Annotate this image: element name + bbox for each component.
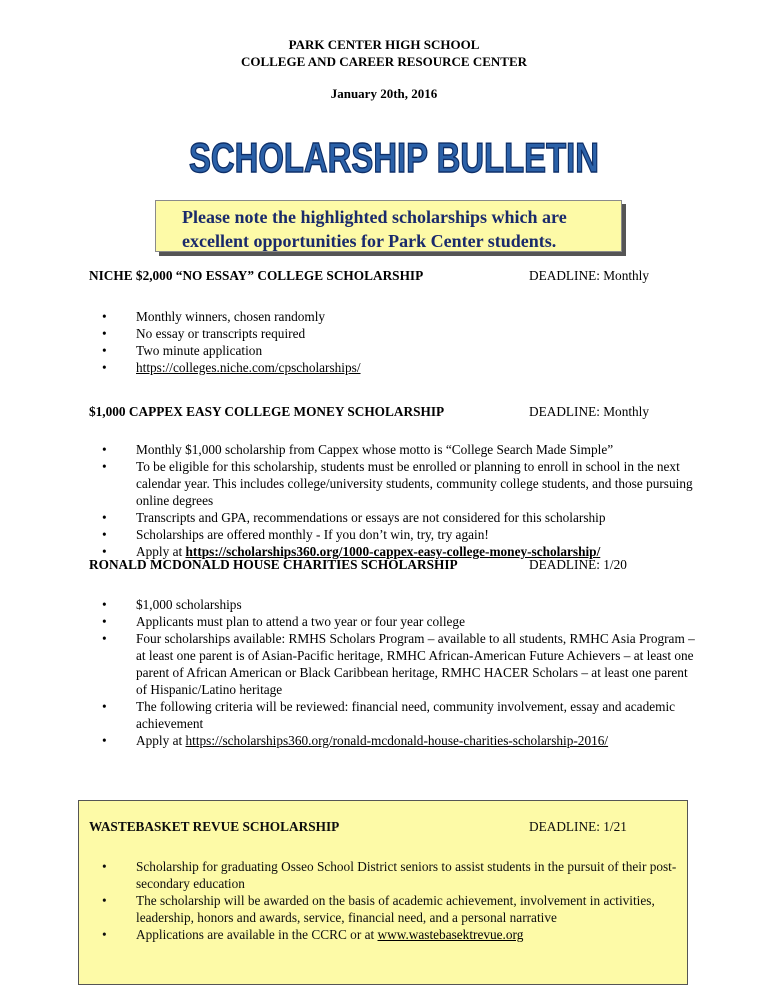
bulletin-title-wordart — [184, 114, 604, 188]
list-item: • Monthly $1,000 scholarship from Cappex whose motto is “College Search Made Simple” — [102, 442, 614, 457]
scholarship-deadline: DEADLINE: 1/20 — [529, 557, 627, 572]
list-item: • No essay or transcripts required — [102, 326, 306, 341]
notice-line-1: Please note the highlighted scholarships which are — [182, 207, 567, 227]
bullet-icon: • — [102, 343, 107, 358]
list-item: • Two minute application — [102, 343, 263, 358]
list-item: • Scholarship for graduating Osseo School District seniors to assist students in the pursuit of their post-secondary education — [102, 859, 677, 891]
scholarship-bullets — [89, 441, 699, 560]
scholarship-bullets — [89, 308, 699, 376]
bullet-icon: • — [102, 360, 107, 375]
bullet-icon: • — [102, 699, 107, 714]
niche-link[interactable]: https://colleges.niche.com/cpscholarships/ — [136, 360, 361, 375]
scholarship-bullets — [89, 596, 699, 749]
notice-line-2: excellent opportunities for Park Center students. — [182, 231, 557, 251]
scholarship-bullets — [89, 858, 699, 943]
list-item: • Scholarships are offered monthly - If you don’t win, try, try again! — [102, 527, 489, 542]
scholarship-title: WASTEBASKET REVUE SCHOLARSHIP — [89, 819, 340, 834]
list-item: • Transcripts and GPA, recommendations or essays are not considered for this scholarship — [102, 510, 606, 525]
list-item: • Applications are available in the CCRC or at www.wastebasektrevue.org — [102, 927, 524, 942]
list-item — [89, 359, 699, 376]
scholarship-title: $1,000 CAPPEX EASY COLLEGE MONEY SCHOLARSHIP — [89, 404, 445, 419]
notice-box — [155, 200, 622, 252]
bulletin-title: SCHOLARSHIP BULLETIN — [189, 134, 599, 181]
scholarship-title: NICHE $2,000 “NO ESSAY” COLLEGE SCHOLARSHIP — [89, 268, 424, 283]
center-name: COLLEGE AND CAREER RESOURCE CENTER — [240, 54, 528, 69]
bullet-icon: • — [102, 597, 107, 612]
list-item: • Applicants must plan to attend a two year or four year college — [102, 614, 465, 629]
scholarship-title: RONALD MCDONALD HOUSE CHARITIES SCHOLARSHIP — [89, 557, 458, 572]
bullet-icon: • — [102, 510, 107, 525]
list-item: • The scholarship will be awarded on the basis of academic achievement, involvement in activities, leadership, honors and awards, service, financial need, and a personal narrative — [102, 893, 655, 925]
bullet-icon: • — [102, 614, 107, 629]
list-item: • Monthly winners, chosen randomly — [102, 309, 326, 324]
bullet-icon: • — [102, 893, 107, 908]
bullet-icon: • — [102, 442, 107, 457]
list-item: • Apply at https://scholarships360.org/1000-cappex-easy-college-money-scholarship/ — [102, 544, 601, 559]
bullet-icon: • — [102, 459, 107, 474]
list-item: • Four scholarships available: RMHS Scholars Program – available to all students, RMHC Asia Program – at least one parent is of Asian-Pacific heritage, RMHC African-American Future Achievers – at least one parent of African American or Black Caribbean heritage, RMHC HACER Scholars – at least one parent of Hispanic/Latino heritage — [102, 631, 695, 697]
bullet-icon: • — [102, 544, 107, 559]
list-item: • To be eligible for this scholarship, students must be enrolled or planning to enroll in school in the next calendar year. This includes college/university students, community college students, and those pursuing online degrees — [102, 459, 693, 508]
cappex-link[interactable]: https://scholarships360.org/1000-cappex-easy-college-money-scholarship/ — [185, 544, 601, 559]
scholarship-deadline: DEADLINE: Monthly — [529, 268, 650, 283]
bullet-icon: • — [102, 927, 107, 942]
bullet-icon: • — [102, 733, 107, 748]
list-item: • The following criteria will be reviewed: financial need, community involvement, essay and academic achievement — [102, 699, 676, 731]
wastebasket-link[interactable]: www.wastebasektrevue.org — [377, 927, 524, 942]
school-name: PARK CENTER HIGH SCHOOL — [288, 37, 480, 52]
bullet-icon: • — [102, 631, 107, 646]
bullet-icon: • — [102, 326, 107, 341]
bulletin-date: January 20th, 2016 — [330, 86, 438, 101]
scholarship-deadline: DEADLINE: Monthly — [529, 404, 650, 419]
bullet-icon: • — [102, 859, 107, 874]
scholarship-deadline: DEADLINE: 1/21 — [529, 819, 627, 834]
bullet-icon: • — [102, 309, 107, 324]
bullet-icon: • — [102, 527, 107, 542]
list-item: • $1,000 scholarships — [102, 597, 242, 612]
list-item: • Apply at https://scholarships360.org/ronald-mcdonald-house-charities-scholarship-2016/ — [102, 733, 609, 748]
rmhc-link[interactable]: https://scholarships360.org/ronald-mcdonald-house-charities-scholarship-2016/ — [185, 733, 609, 748]
